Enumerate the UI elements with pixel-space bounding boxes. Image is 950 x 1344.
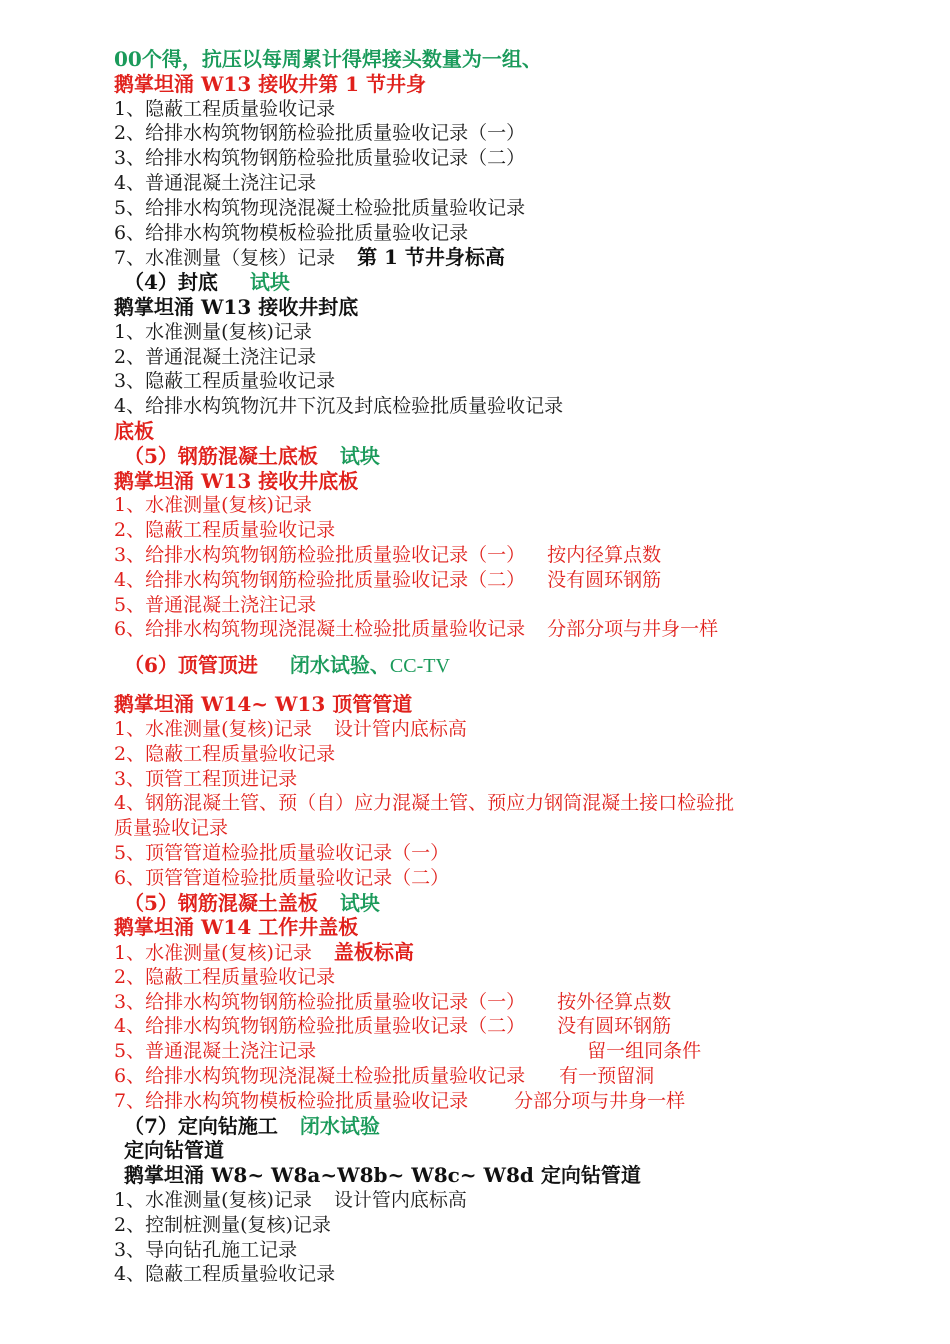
list-item: 4、钢筋混凝土管、预（自）应力混凝土管、预应力钢筒混凝土接口检验批 xyxy=(114,792,735,815)
step-heading-4 xyxy=(114,270,914,295)
list-item xyxy=(114,1089,914,1114)
step-heading-6 xyxy=(114,646,914,684)
item-note: 盖板标高 xyxy=(333,940,414,965)
list-item: 3、顶管工程顶进记录 xyxy=(114,767,298,790)
list-item xyxy=(114,990,914,1015)
item-note: 分部分项与井身一样 xyxy=(547,618,719,641)
list-item xyxy=(114,717,914,742)
list-item: 2、给排水构筑物钢筋检验批质量验收记录（一） xyxy=(114,122,526,145)
list-item: 1、隐蔽工程质量验收记录 xyxy=(114,97,336,120)
item-note: 分部分项与井身一样 xyxy=(514,1089,686,1112)
item-text: 3、给排水构筑物钢筋检验批质量验收记录（一） xyxy=(114,990,526,1013)
section-title-w13-shaft: 鹅掌坦涌 W13 接收井第 1 节井身 xyxy=(114,71,427,96)
list-item: 5、给排水构筑物现浇混凝土检验批质量验收记录 xyxy=(114,196,526,219)
list-item: 2、隐蔽工程质量验收记录 xyxy=(114,965,336,988)
list-item-continued: 质量验收记录 xyxy=(114,817,229,840)
list-item xyxy=(114,568,914,593)
list-item: 4、给排水构筑物沉井下沉及封底检验批质量验收记录 xyxy=(114,395,564,418)
heading-text: （4）封底 xyxy=(124,270,218,295)
list-item: 4、普通混凝土浇注记录 xyxy=(114,171,317,194)
list-item: 1、水准测量(复核)记录 xyxy=(114,320,312,343)
list-item xyxy=(114,245,914,270)
subsection-label: 定向钻管道 xyxy=(124,1138,224,1163)
heading-note: 试块 xyxy=(249,270,290,295)
item-text: 5、普通混凝土浇注记录 xyxy=(114,1040,317,1063)
list-item: 2、隐蔽工程质量验收记录 xyxy=(114,742,336,765)
step-heading-5 xyxy=(114,444,914,469)
step-heading-7 xyxy=(114,1114,914,1139)
heading-note: 闭水试验、 xyxy=(289,653,390,678)
list-item xyxy=(114,1188,914,1213)
step-heading-5-cover xyxy=(114,891,914,916)
list-item: 2、隐蔽工程质量验收记录 xyxy=(114,519,336,542)
heading-text: （5）钢筋混凝土盖板 xyxy=(124,890,318,915)
list-item: 1、水准测量(复核)记录 xyxy=(114,494,312,517)
section-title-w14-cover: 鹅掌坦涌 W14 工作井盖板 xyxy=(114,915,359,940)
item-text: 4、给排水构筑物钢筋检验批质量验收记录（二） xyxy=(114,1015,526,1038)
item-note: 第 1 节井身标高 xyxy=(357,245,505,270)
list-item: 3、隐蔽工程质量验收记录 xyxy=(114,370,336,393)
list-item xyxy=(114,543,914,568)
section-title-pipe: 鹅掌坦涌 W14~ W13 顶管管道 xyxy=(114,692,413,717)
list-item: 3、导向钻孔施工记录 xyxy=(114,1238,298,1261)
item-text: 1、水准测量(复核)记录 xyxy=(114,717,312,740)
item-note: 留一组同条件 xyxy=(587,1040,702,1063)
intro-line: 00个得，抗压以每周累计得焊接头数量为一组、 xyxy=(114,47,542,71)
item-note: 设计管内底标高 xyxy=(333,1189,467,1212)
heading-note-cctv: CC-TV xyxy=(389,655,450,678)
list-item xyxy=(114,1014,914,1039)
list-item: 5、顶管管道检验批质量验收记录（一） xyxy=(114,841,450,864)
item-text: 7、水准测量（复核）记录 xyxy=(114,247,336,270)
list-item: 3、给排水构筑物钢筋检验批质量验收记录（二） xyxy=(114,147,526,170)
heading-text: （7）定向钻施工 xyxy=(124,1113,278,1138)
heading-note: 试块 xyxy=(339,443,380,468)
list-item: 5、普通混凝土浇注记录 xyxy=(114,593,317,616)
list-item xyxy=(114,940,914,965)
item-text: 3、给排水构筑物钢筋检验批质量验收记录（一） xyxy=(114,543,526,566)
item-note: 没有圆环钢筋 xyxy=(557,1015,672,1038)
list-item: 4、隐蔽工程质量验收记录 xyxy=(114,1263,336,1286)
list-item xyxy=(114,1064,914,1089)
item-note: 按外径算点数 xyxy=(557,990,672,1013)
item-text: 4、给排水构筑物钢筋检验批质量验收记录（二） xyxy=(114,568,526,591)
item-note: 按内径算点数 xyxy=(547,543,662,566)
item-text: 6、给排水构筑物现浇混凝土检验批质量验收记录 xyxy=(114,618,526,641)
heading-text: （6）顶管顶进 xyxy=(124,653,258,678)
list-item: 2、控制桩测量(复核)记录 xyxy=(114,1213,331,1236)
subsection-label: 底板 xyxy=(114,418,154,443)
list-item: 2、普通混凝土浇注记录 xyxy=(114,345,317,368)
section-title-w13-seal: 鹅掌坦涌 W13 接收井封底 xyxy=(114,294,359,319)
document-body xyxy=(114,47,914,1287)
section-title-w13-base: 鹅掌坦涌 W13 接收井底板 xyxy=(114,468,359,493)
item-text: 1、水准测量(复核)记录 xyxy=(114,942,312,965)
heading-note: 试块 xyxy=(339,890,380,915)
list-item: 6、顶管管道检验批质量验收记录（二） xyxy=(114,866,450,889)
heading-text: （5）钢筋混凝土底板 xyxy=(124,443,318,468)
item-note: 有一预留洞 xyxy=(559,1065,655,1088)
item-note: 没有圆环钢筋 xyxy=(547,568,662,591)
list-item xyxy=(114,617,914,642)
item-text: 1、水准测量(复核)记录 xyxy=(114,1189,312,1212)
list-item xyxy=(114,1039,914,1064)
section-title-drilling: 鹅掌坦涌 W8~ W8a~W8b~ W8c~ W8d 定向钻管道 xyxy=(124,1163,641,1188)
item-text: 6、给排水构筑物现浇混凝土检验批质量验收记录 xyxy=(114,1065,526,1088)
item-note: 设计管内底标高 xyxy=(333,717,467,740)
item-text: 7、给排水构筑物模板检验批质量验收记录 xyxy=(114,1089,469,1112)
heading-note: 闭水试验 xyxy=(299,1113,380,1138)
list-item: 6、给排水构筑物模板检验批质量验收记录 xyxy=(114,221,469,244)
